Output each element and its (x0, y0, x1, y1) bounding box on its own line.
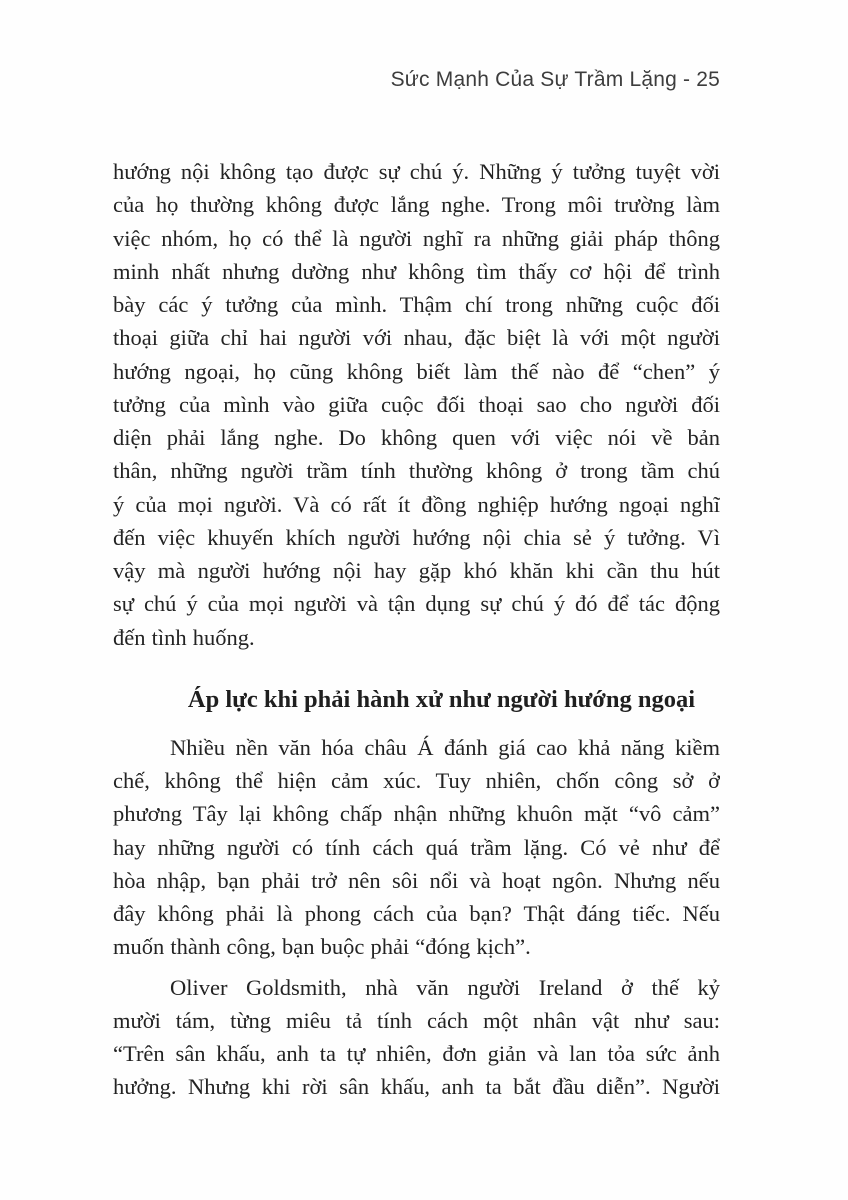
text-line: của họ thường không được lắng nghe. Trong môi trường làm (113, 192, 720, 218)
text-line: hướng ngoại, họ cũng không biết làm thế nào để “chen” ý (113, 358, 720, 384)
text-line: muốn thành công, bạn buộc phải “đóng kịch”. (113, 934, 531, 960)
text-line: hòa nhập, bạn phải trở nên sôi nổi và hoạt ngôn. Nhưng nếu (113, 867, 720, 893)
text-line: ý của mọi người. Và có rất ít đồng nghiệp hướng ngoại nghĩ (113, 491, 720, 517)
paragraph-1 (113, 155, 720, 654)
text-line: hưởng. Nhưng khi rời sân khấu, anh ta bắt đầu diễn”. Người (113, 1074, 720, 1100)
page-content (113, 155, 720, 1111)
text-line: minh nhất nhưng dường như không tìm thấy cơ hội để trình (113, 258, 720, 284)
text-line: đến tình huống. (113, 624, 255, 650)
text-line: tưởng của mình vào giữa cuộc đối thoại sao cho người đối (113, 391, 720, 417)
text-line: thoại giữa chỉ hai người với nhau, đặc biệt là với một người (113, 325, 720, 351)
text-line: thân, những người trầm tính thường không ở trong tầm chú (113, 458, 720, 484)
text-line: sự chú ý của mọi người và tận dụng sự chú ý đó để tác động (113, 591, 720, 617)
text-line: phương Tây lại không chấp nhận những khuôn mặt “vô cảm” (113, 801, 720, 827)
text-line: bày các ý tưởng của mình. Thậm chí trong những cuộc đối (113, 292, 720, 317)
text-line: đến việc khuyến khích người hướng nội chia sẻ ý tưởng. Vì (113, 524, 720, 550)
text-line: đây không phải là phong cách của bạn? Thật đáng tiếc. Nếu (113, 901, 720, 926)
running-header: Sức Mạnh Của Sự Trầm Lặng - 25 (390, 68, 720, 91)
text-line: “Trên sân khấu, anh ta tự nhiên, đơn giản và lan tỏa sức ảnh (113, 1041, 720, 1066)
text-line: vậy mà người hướng nội hay gặp khó khăn khi cần thu hút (113, 558, 720, 583)
paragraph-3 (113, 971, 720, 1104)
text-line: mười tám, từng miêu tả tính cách một nhân vật như sau: (113, 1007, 720, 1033)
text-line: hướng nội không tạo được sự chú ý. Những ý tưởng tuyệt vời (113, 159, 720, 184)
paragraph-2 (113, 731, 720, 964)
text-line: diện phải lắng nghe. Do không quen với việc nói về bản (113, 425, 720, 450)
text-line: Oliver Goldsmith, nhà văn người Ireland ở thế kỷ (170, 974, 720, 1000)
text-line: việc nhóm, họ có thể là người nghĩ ra những giải pháp thông (113, 225, 720, 251)
text-line: Nhiều nền văn hóa châu Á đánh giá cao khả năng kiềm (170, 734, 720, 760)
text-line: chế, không thể hiện cảm xúc. Tuy nhiên, chốn công sở ở (113, 768, 720, 793)
section-heading: Áp lực khi phải hành xử như người hướng ngoại (187, 685, 696, 713)
text-line: hay những người có tính cách quá trầm lặng. Có vẻ như để (113, 834, 720, 860)
